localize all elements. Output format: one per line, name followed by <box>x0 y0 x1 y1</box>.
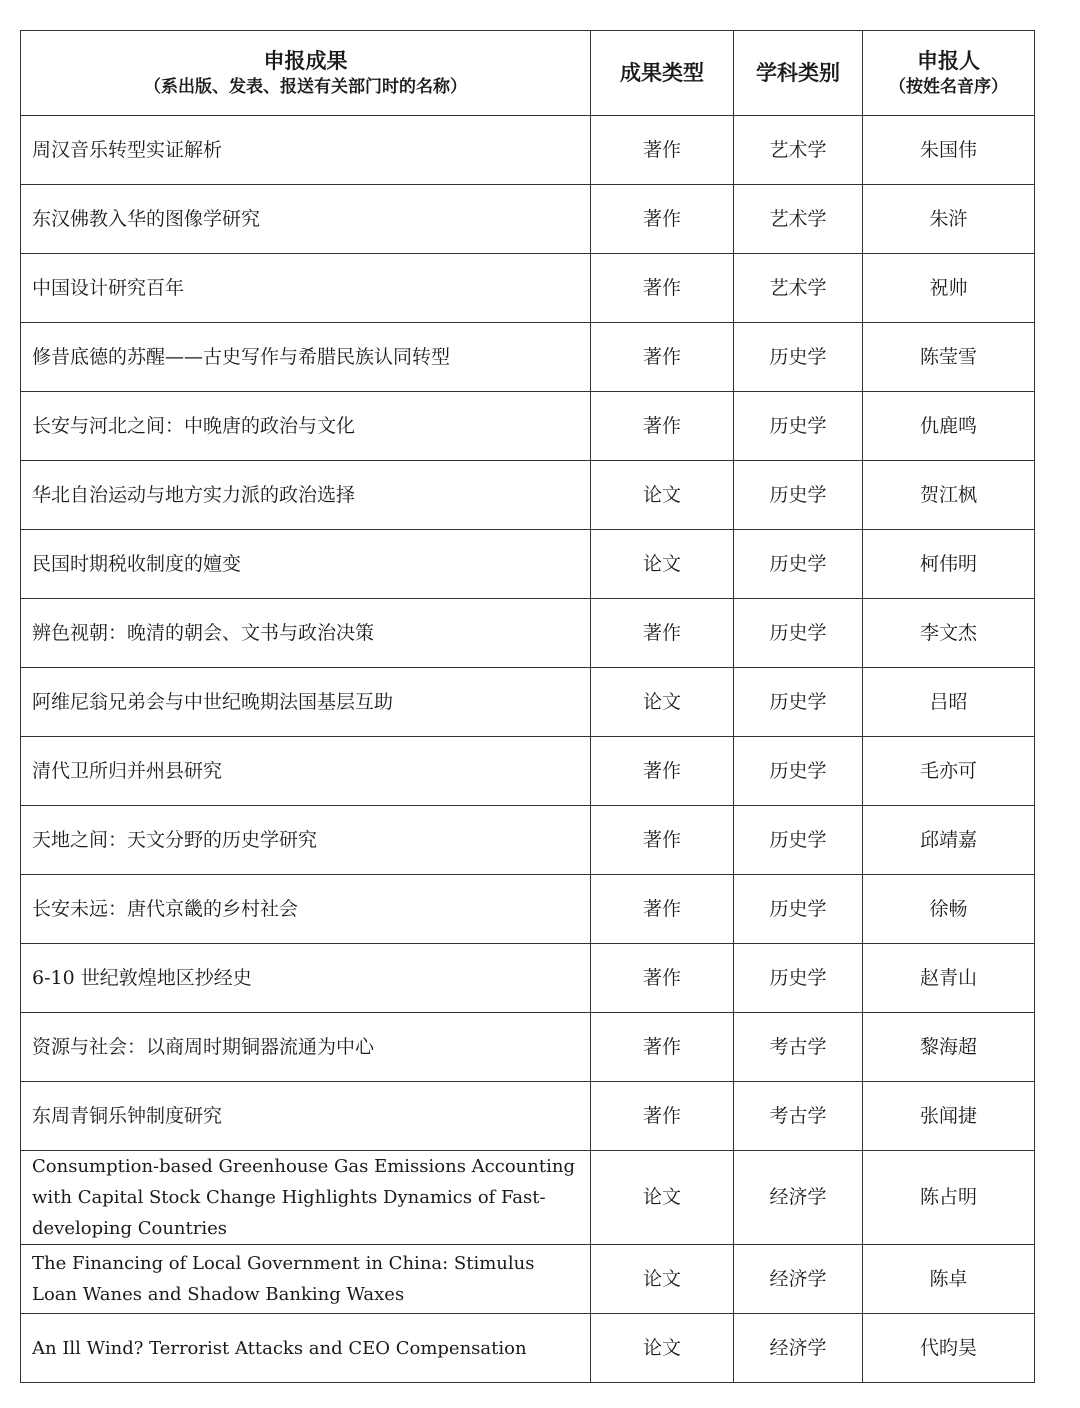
table-row <box>21 461 1035 530</box>
header-type: 成果类型 <box>591 31 734 116</box>
cell-title: An Ill Wind? Terrorist Attacks and CEO Compensation <box>21 1314 591 1383</box>
cell-applicant: 吕昭 <box>863 668 1035 737</box>
cell-discipline: 经济学 <box>734 1314 863 1383</box>
cell-discipline: 艺术学 <box>734 116 863 185</box>
table-row <box>21 116 1035 185</box>
cell-applicant: 柯伟明 <box>863 530 1035 599</box>
cell-applicant: 陈莹雪 <box>863 323 1035 392</box>
cell-discipline: 艺术学 <box>734 254 863 323</box>
cell-title: 东周青铜乐钟制度研究 <box>21 1082 591 1151</box>
cell-discipline: 历史学 <box>734 392 863 461</box>
cell-type: 著作 <box>591 254 734 323</box>
table-row <box>21 392 1035 461</box>
table-row <box>21 530 1035 599</box>
cell-type: 论文 <box>591 1245 734 1314</box>
cell-title: 周汉音乐转型实证解析 <box>21 116 591 185</box>
cell-title: 辨色视朝：晚清的朝会、文书与政治决策 <box>21 599 591 668</box>
cell-discipline: 历史学 <box>734 806 863 875</box>
cell-type: 论文 <box>591 1151 734 1245</box>
cell-discipline: 历史学 <box>734 530 863 599</box>
table-row <box>21 875 1035 944</box>
cell-discipline: 历史学 <box>734 737 863 806</box>
table-row <box>21 944 1035 1013</box>
cell-type: 著作 <box>591 185 734 254</box>
cell-applicant: 邱靖嘉 <box>863 806 1035 875</box>
cell-title: 修昔底德的苏醒——古史写作与希腊民族认同转型 <box>21 323 591 392</box>
table-row <box>21 599 1035 668</box>
cell-type: 著作 <box>591 806 734 875</box>
cell-title: Consumption-based Greenhouse Gas Emissions Accounting with Capital Stock Change Highlights Dynamics of Fast-developing Countries <box>21 1151 591 1245</box>
header-achievement-title: 申报成果 <box>263 48 348 73</box>
cell-applicant: 徐畅 <box>863 875 1035 944</box>
cell-type: 著作 <box>591 1013 734 1082</box>
table-header-row <box>21 31 1035 116</box>
header-applicant-title: 申报人 <box>917 48 980 73</box>
cell-type: 著作 <box>591 323 734 392</box>
cell-discipline: 历史学 <box>734 875 863 944</box>
cell-type: 论文 <box>591 1314 734 1383</box>
cell-title: 6-10 世纪敦煌地区抄经史 <box>21 944 591 1013</box>
cell-applicant: 陈卓 <box>863 1245 1035 1314</box>
cell-discipline: 考古学 <box>734 1013 863 1082</box>
table-row <box>21 737 1035 806</box>
cell-applicant: 赵青山 <box>863 944 1035 1013</box>
table-row <box>21 1314 1035 1383</box>
cell-applicant: 贺江枫 <box>863 461 1035 530</box>
cell-applicant: 朱浒 <box>863 185 1035 254</box>
table-row <box>21 254 1035 323</box>
cell-type: 论文 <box>591 668 734 737</box>
cell-type: 著作 <box>591 737 734 806</box>
cell-applicant: 仇鹿鸣 <box>863 392 1035 461</box>
header-achievement <box>21 31 591 116</box>
cell-applicant: 朱国伟 <box>863 116 1035 185</box>
cell-discipline: 历史学 <box>734 944 863 1013</box>
cell-applicant: 代昀昊 <box>863 1314 1035 1383</box>
cell-discipline: 历史学 <box>734 668 863 737</box>
table-row <box>21 1013 1035 1082</box>
table-row <box>21 1151 1035 1245</box>
cell-type: 论文 <box>591 461 734 530</box>
table-row <box>21 668 1035 737</box>
cell-discipline: 经济学 <box>734 1151 863 1245</box>
cell-type: 著作 <box>591 875 734 944</box>
cell-type: 著作 <box>591 1082 734 1151</box>
cell-applicant: 张闻捷 <box>863 1082 1035 1151</box>
cell-title: 资源与社会：以商周时期铜器流通为中心 <box>21 1013 591 1082</box>
header-achievement-note: （系出版、发表、报送有关部门时的名称） <box>144 77 467 97</box>
cell-applicant: 黎海超 <box>863 1013 1035 1082</box>
cell-type: 著作 <box>591 944 734 1013</box>
cell-type: 著作 <box>591 599 734 668</box>
table-row <box>21 185 1035 254</box>
cell-title: The Financing of Local Government in China: Stimulus Loan Wanes and Shadow Banking Waxes <box>21 1245 591 1314</box>
cell-discipline: 经济学 <box>734 1245 863 1314</box>
cell-discipline: 历史学 <box>734 461 863 530</box>
cell-discipline: 历史学 <box>734 599 863 668</box>
cell-title: 民国时期税收制度的嬗变 <box>21 530 591 599</box>
table-row <box>21 323 1035 392</box>
cell-discipline: 历史学 <box>734 323 863 392</box>
table-row <box>21 1245 1035 1314</box>
cell-applicant: 李文杰 <box>863 599 1035 668</box>
cell-title: 长安与河北之间：中晚唐的政治与文化 <box>21 392 591 461</box>
table-row <box>21 806 1035 875</box>
cell-applicant: 陈占明 <box>863 1151 1035 1245</box>
cell-applicant: 毛亦可 <box>863 737 1035 806</box>
cell-title: 华北自治运动与地方实力派的政治选择 <box>21 461 591 530</box>
header-discipline: 学科类别 <box>734 31 863 116</box>
cell-title: 天地之间：天文分野的历史学研究 <box>21 806 591 875</box>
cell-title: 阿维尼翁兄弟会与中世纪晚期法国基层互助 <box>21 668 591 737</box>
header-applicant <box>863 31 1035 116</box>
cell-discipline: 考古学 <box>734 1082 863 1151</box>
header-applicant-note: （按姓名音序） <box>889 77 1008 97</box>
table-row <box>21 1082 1035 1151</box>
cell-title: 清代卫所归并州县研究 <box>21 737 591 806</box>
cell-title: 中国设计研究百年 <box>21 254 591 323</box>
cell-discipline: 艺术学 <box>734 185 863 254</box>
cell-applicant: 祝帅 <box>863 254 1035 323</box>
cell-title: 东汉佛教入华的图像学研究 <box>21 185 591 254</box>
cell-type: 著作 <box>591 116 734 185</box>
cell-type: 著作 <box>591 392 734 461</box>
cell-title: 长安未远：唐代京畿的乡村社会 <box>21 875 591 944</box>
achievements-table <box>20 30 1035 1383</box>
cell-type: 论文 <box>591 530 734 599</box>
